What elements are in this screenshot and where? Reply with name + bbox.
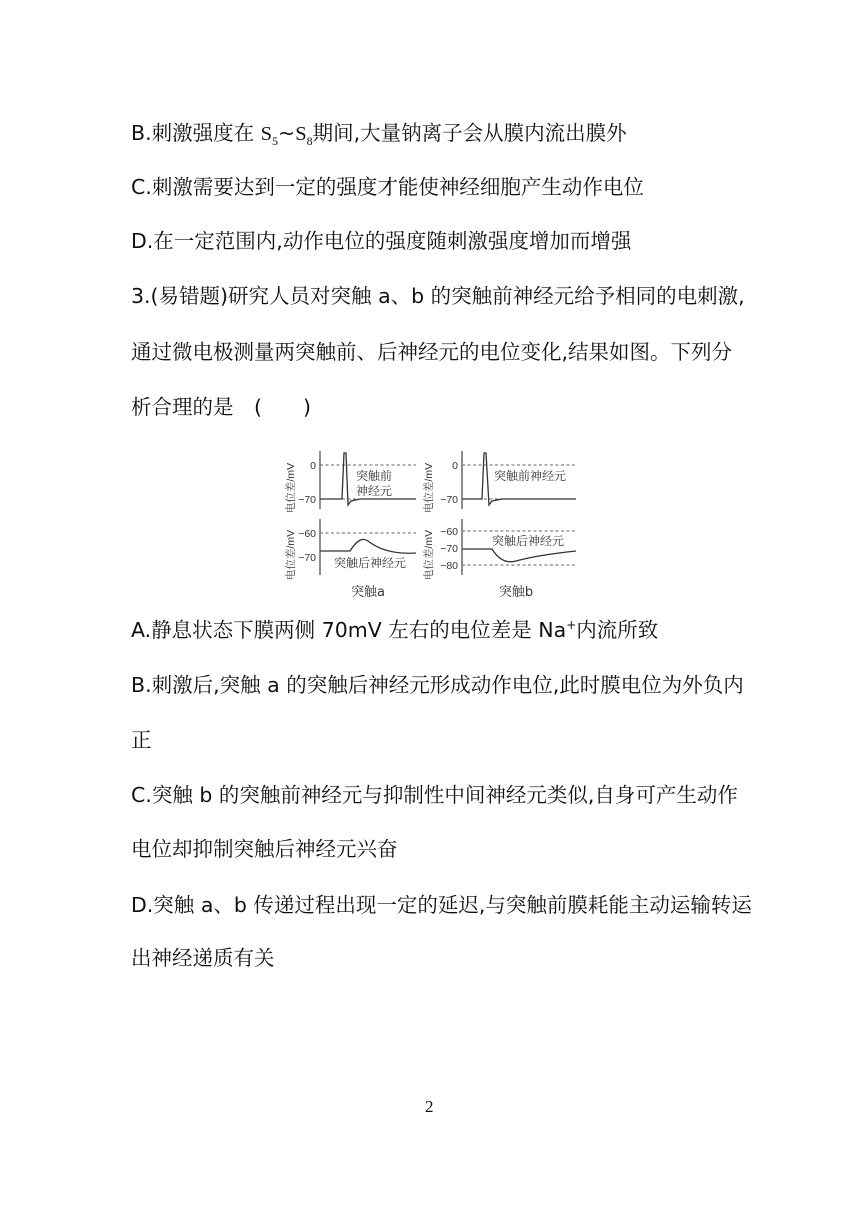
caption-synapse-a: 突触a: [351, 585, 385, 600]
caption-synapse-b: 突触b: [498, 585, 534, 600]
y-axis-label-a-bottom: 电位差/mV: [285, 529, 297, 581]
y-axis-label-a-top: 电位差/mV: [285, 462, 297, 514]
trace-a-post: [320, 539, 416, 553]
symbol-s5: S: [260, 123, 273, 145]
tick-minus-70: −70: [298, 552, 316, 564]
text-segment: A.静息状态下膜两侧 70mV 左右的电位差是 Na: [131, 617, 567, 642]
panel-b-top: [422, 451, 576, 513]
question-3-line-3: 析合理的是 ( ): [131, 395, 311, 419]
text-segment: B.刺激强度在: [131, 121, 261, 145]
page-number: 2: [425, 1097, 434, 1116]
panel-b-bottom: [422, 519, 576, 580]
tick-minus-70: −70: [440, 494, 458, 506]
tick-minus-60: −60: [440, 526, 458, 538]
option-b-line-1: B.刺激后,突触 a 的突触后神经元形成动作电位,此时膜电位为外负内: [131, 673, 744, 697]
tick-0: 0: [452, 460, 458, 472]
option-c-line: C.刺激需要达到一定的强度才能使神经细胞产生动作电位: [131, 175, 644, 199]
text-segment: 期间,大量钠离子会从膜内流出膜外: [312, 121, 627, 145]
tick-minus-80: −80: [440, 560, 458, 572]
question-3-line-2: 通过微电极测量两突触前、后神经元的电位变化,结果如图。下列分: [131, 340, 733, 364]
panel-a-bottom: [284, 519, 416, 580]
tick-minus-60: −60: [298, 528, 316, 540]
option-d-line-2: 出神经递质有关: [131, 946, 275, 970]
option-d-line: D.在一定范围内,动作电位的强度随刺激强度增加而增强: [131, 229, 632, 253]
subscript-5: 5: [272, 134, 279, 149]
text-segment: 内流所致: [576, 617, 659, 642]
option-c-line-2: 电位却抑制突触后神经元兴奋: [131, 837, 398, 861]
option-a-line: [131, 619, 658, 640]
question-3-line-1: 3.(易错题)研究人员对突触 a、b 的突触前神经元给予相同的电刺激,: [131, 284, 745, 308]
label-b-post: 突触后神经元: [492, 534, 565, 548]
option-c-line-1: C.突触 b 的突触前神经元与抑制性中间神经元类似,自身可产生动作: [131, 783, 738, 807]
label-a-pre-1: 突触前: [356, 469, 393, 483]
trace-b-post: [462, 549, 576, 562]
symbol-s8: S: [295, 123, 307, 145]
label-b-pre: 突触前神经元: [494, 469, 567, 483]
panel-a-top: [284, 451, 416, 513]
label-a-pre-2: 神经元: [356, 484, 393, 498]
tick-minus-70: −70: [440, 543, 458, 555]
y-axis-label-b-top: 电位差/mV: [423, 462, 435, 514]
tilde: ~: [278, 121, 296, 145]
subscript-8: 8: [306, 134, 313, 149]
superscript-plus: +: [566, 618, 577, 632]
tick-0: 0: [310, 460, 316, 472]
tick-minus-70: −70: [298, 494, 316, 506]
option-b-line-2: 正: [131, 728, 152, 752]
option-b-line: [131, 123, 627, 147]
y-axis-label-b-bottom: 电位差/mV: [423, 529, 435, 581]
synapse-potential-figure: [276, 433, 596, 603]
option-d-line-1: D.突触 a、b 传递过程出现一定的延迟,与突触前膜耗能主动运输转运: [131, 893, 752, 917]
label-a-post: 突触后神经元: [334, 556, 407, 570]
